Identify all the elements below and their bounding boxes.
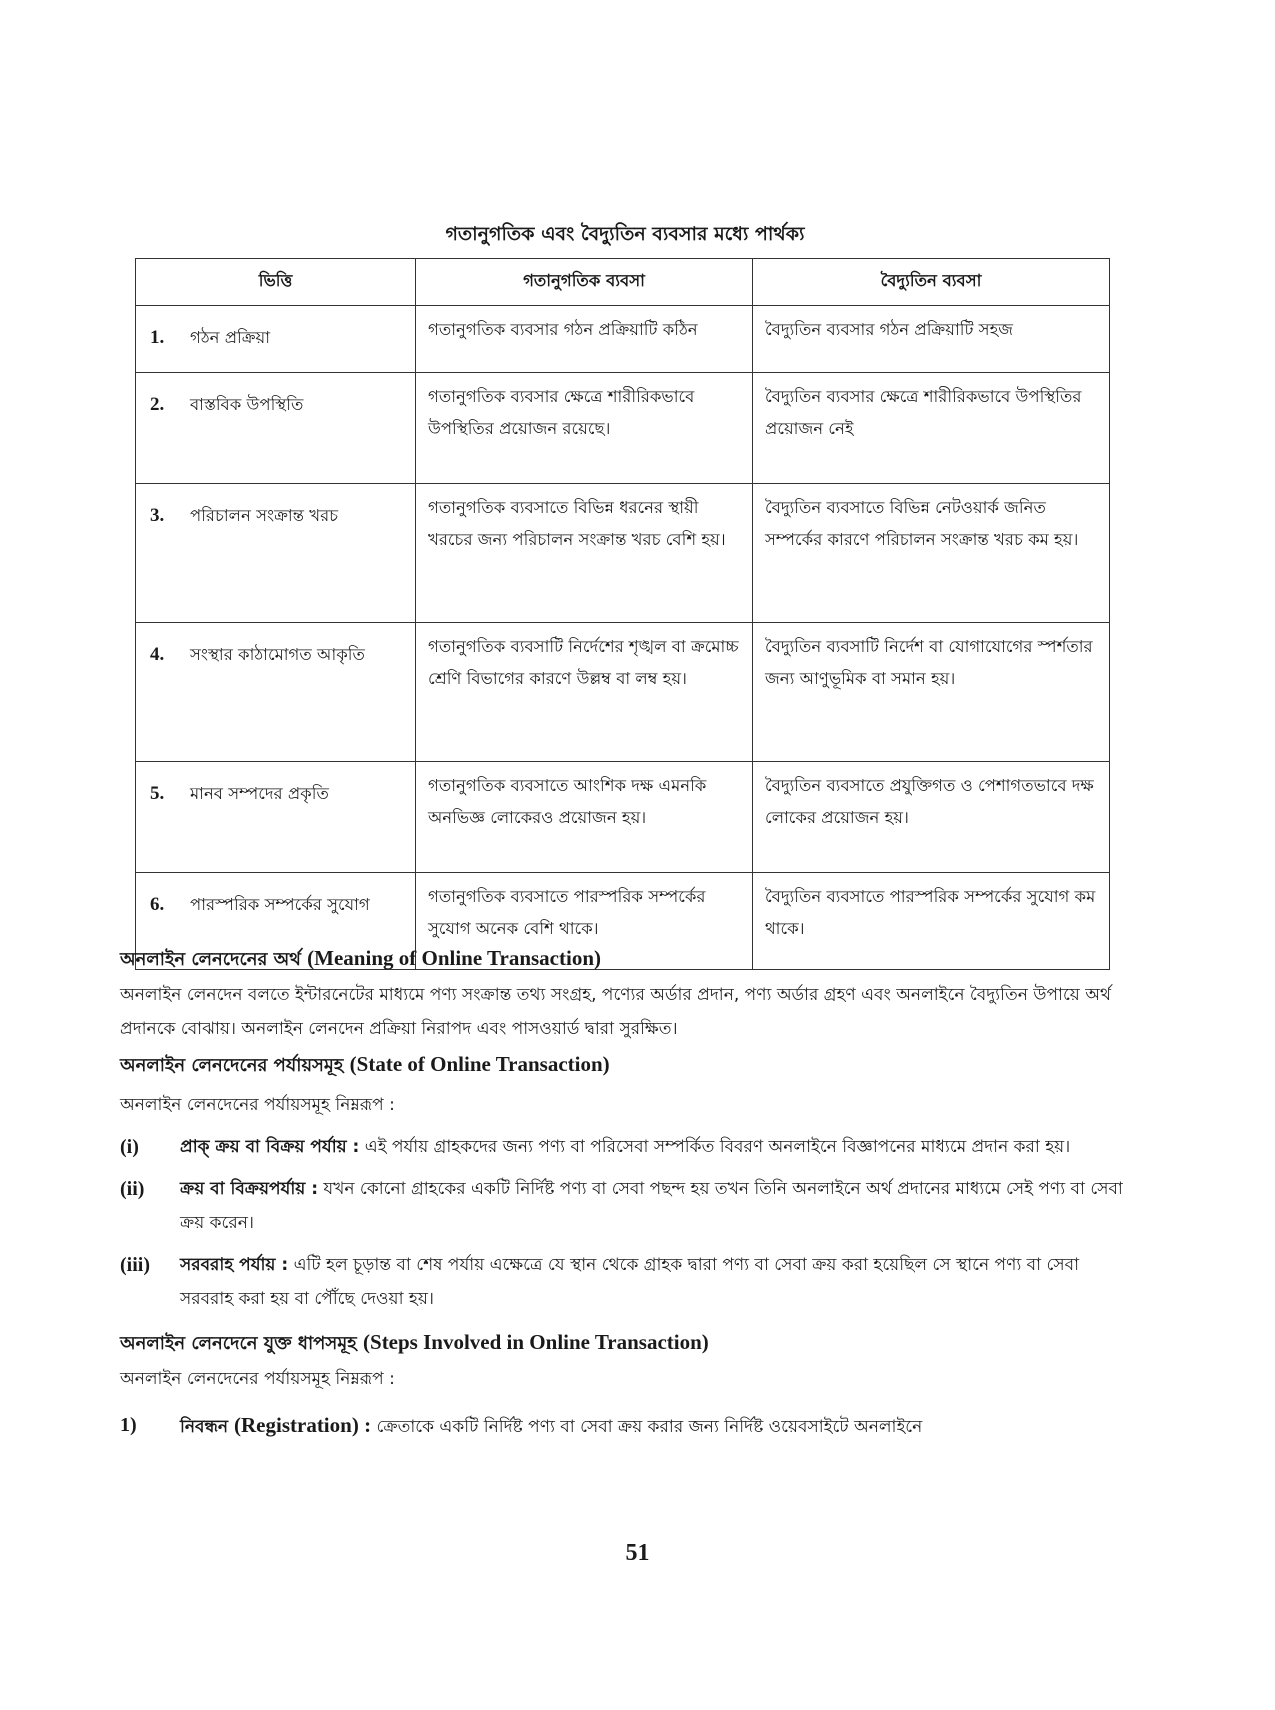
list-item-text: ক্রেতাকে একটি নির্দিষ্ট পণ্য বা সেবা ক্রয় করার জন্য নির্দিষ্ট ওয়েবসাইটে অনলাইনে [376,1417,923,1437]
list-item [120,1248,1130,1316]
meaning-heading-bn: অনলাইন লেনদেনের অর্থ [120,949,301,970]
table-row [136,484,1110,623]
row-number: 6. [150,894,165,915]
meaning-heading [120,940,1130,978]
row-number: 3. [150,505,165,526]
basis-cell [136,484,416,623]
basis-cell [136,623,416,762]
traditional-cell: গতানুগতিক ব্যবসাটি নির্দেশের শৃঙ্খল বা ক্রমোচ্চ শ্রেণি বিভাগের কারণে উল্লম্ব বা লম্ব হয়। [416,623,753,762]
basis-text: মানব সম্পদের প্রকৃতি [190,784,329,803]
table-row [136,623,1110,762]
basis-text: বাস্তবিক উপস্থিতি [190,395,304,414]
list-item-text: যখন কোনো গ্রাহকের একটি নির্দিষ্ট পণ্য বা সেবা পছন্দ হয় তখন তিনি অনলাইনে অর্থ প্রদানের মাধ্যমে সেই পণ্য বা সেবা ক্রয় করেন। [180,1179,1123,1233]
body-text [120,940,1130,1444]
header-electronic: বৈদ্যুতিন ব্যবসা [753,259,1110,306]
meaning-heading-en: (Meaning of Online Transaction) [307,946,601,970]
table-header-row [136,259,1110,306]
list-item-title [180,1413,372,1437]
list-marker: (i) [120,1136,139,1158]
list-item-body [180,1248,1130,1316]
states-heading-bn: অনলাইন লেনদেনের পর্যায়সমূহ [120,1055,344,1076]
traditional-cell: গতানুগতিক ব্যবসার ক্ষেত্রে শারীরিকভাবে উপস্থিতির প্রয়োজন রয়েছে। [416,373,753,484]
list-item-text: এই পর্যায় গ্রাহকদের জন্য পণ্য বা পরিসেবা সম্পর্কিত বিবরণ অনলাইনে বিজ্ঞাপনের মাধ্যমে প্রদান করা হয়। [364,1137,1071,1157]
step-title-en: (Registration) : [234,1413,372,1437]
table-title: গতানুগতিক এবং বৈদ্যুতিন ব্যবসার মধ্যে পার্থক্য [445,223,805,245]
row-number: 5. [150,783,165,804]
list-item-title: ক্রয় বা বিক্রয়পর্যায় : [180,1179,319,1199]
traditional-cell: গতানুগতিক ব্যবসাতে বিভিন্ন ধরনের স্থায়ী খরচের জন্য পরিচালন সংক্রান্ত খরচ বেশি হয়। [416,484,753,623]
traditional-cell: গতানুগতিক ব্যবসার গঠন প্রক্রিয়াটি কঠিন [416,306,753,373]
steps-heading [120,1324,1130,1362]
basis-text: পরিচালন সংক্রান্ত খরচ [190,506,339,525]
list-item-title: সরবরাহ পর্যায় : [180,1255,289,1275]
page-number: 51 [625,1540,650,1566]
steps-heading-en: (Steps Involved in Online Transaction) [363,1330,709,1354]
steps-intro: অনলাইন লেনদেনের পর্যায়সমূহ নিম্নরূপ : [120,1369,395,1389]
steps-heading-bn: অনলাইন লেনদেনে যুক্ত ধাপসমূহ [120,1333,357,1354]
basis-text: গঠন প্রক্রিয়া [190,328,271,347]
traditional-cell: গতানুগতিক ব্যবসাতে পারস্পরিক সম্পর্কের সুযোগ অনেক বেশি থাকে। [416,873,753,970]
list-marker: (ii) [120,1178,145,1200]
states-heading-en: (State of Online Transaction) [349,1052,610,1076]
header-traditional: গতানুগতিক ব্যবসা [416,259,753,306]
list-item-body [180,1408,1130,1444]
list-marker: 1) [120,1414,137,1436]
list-item [120,1408,1130,1444]
basis-text: সংস্থার কাঠামোগত আকৃতি [190,645,365,664]
basis-cell [136,762,416,873]
table-row [136,373,1110,484]
electronic-cell: বৈদ্যুতিন ব্যবসাতে পারস্পরিক সম্পর্কের সুযোগ কম থাকে। [753,873,1110,970]
electronic-cell: বৈদ্যুতিন ব্যবসাটি নির্দেশ বা যোগাযোগের স্পর্শতার জন্য আণুভূমিক বা সমান হয়। [753,623,1110,762]
row-number: 2. [150,394,165,415]
list-item-body [180,1172,1130,1240]
list-item [120,1172,1130,1240]
list-item [120,1130,1130,1164]
basis-text: পারস্পরিক সম্পর্কের সুযোগ [190,895,370,914]
traditional-cell: গতানুগতিক ব্যবসাতে আংশিক দক্ষ এমনকি অনভিজ্ঞ লোকেরও প্রয়োজন হয়। [416,762,753,873]
list-item-body [180,1130,1130,1164]
electronic-cell: বৈদ্যুতিন ব্যবসার গঠন প্রক্রিয়াটি সহজ [753,306,1110,373]
row-number: 1. [150,327,165,348]
comparison-table [135,258,1110,970]
step-title-bn: নিবন্ধন [180,1417,229,1437]
list-marker: (iii) [120,1254,150,1276]
list-item-title: প্রাক্ ক্রয় বা বিক্রয় পর্যায় : [180,1137,360,1157]
row-number: 4. [150,644,165,665]
table-row [136,762,1110,873]
states-heading [120,1046,1130,1084]
electronic-cell: বৈদ্যুতিন ব্যবসার ক্ষেত্রে শারীরিকভাবে উপস্থিতির প্রয়োজন নেই [753,373,1110,484]
list-item-text: এটি হল চূড়ান্ত বা শেষ পর্যায় এক্ষেত্রে যে স্থান থেকে গ্রাহক দ্বারা পণ্য বা সেবা ক্রয় করা হয়েছিল সে স্থানে পণ্য বা সেবা সরবরাহ করা হয় বা পৌঁছে দেওয়া হয়। [180,1255,1079,1309]
electronic-cell: বৈদ্যুতিন ব্যবসাতে বিভিন্ন নেটওয়ার্ক জনিত সম্পর্কের কারণে পরিচালন সংক্রান্ত খরচ কম হয়। [753,484,1110,623]
header-basis: ভিত্তি [136,259,416,306]
table-row [136,306,1110,373]
meaning-paragraph: অনলাইন লেনদেন বলতে ইন্টারনেটের মাধ্যমে পণ্য সংক্রান্ত তথ্য সংগ্রহ, পণ্যের অর্ডার প্রদান, পণ্য অর্ডার গ্রহণ এবং অনলাইনে বৈদ্যুতিন উপায়ে অর্থ প্রদানকে বোঝায়। অনলাইন লেনদেন প্রক্রিয়া নিরাপদ এবং পাসওয়ার্ড দ্বারা সুরক্ষিত। [120,985,1111,1039]
states-intro: অনলাইন লেনদেনের পর্যায়সমূহ নিম্নরূপ : [120,1095,395,1115]
basis-cell [136,306,416,373]
basis-cell [136,373,416,484]
electronic-cell: বৈদ্যুতিন ব্যবসাতে প্রযুক্তিগত ও পেশাগতভাবে দক্ষ লোকের প্রয়োজন হয়। [753,762,1110,873]
